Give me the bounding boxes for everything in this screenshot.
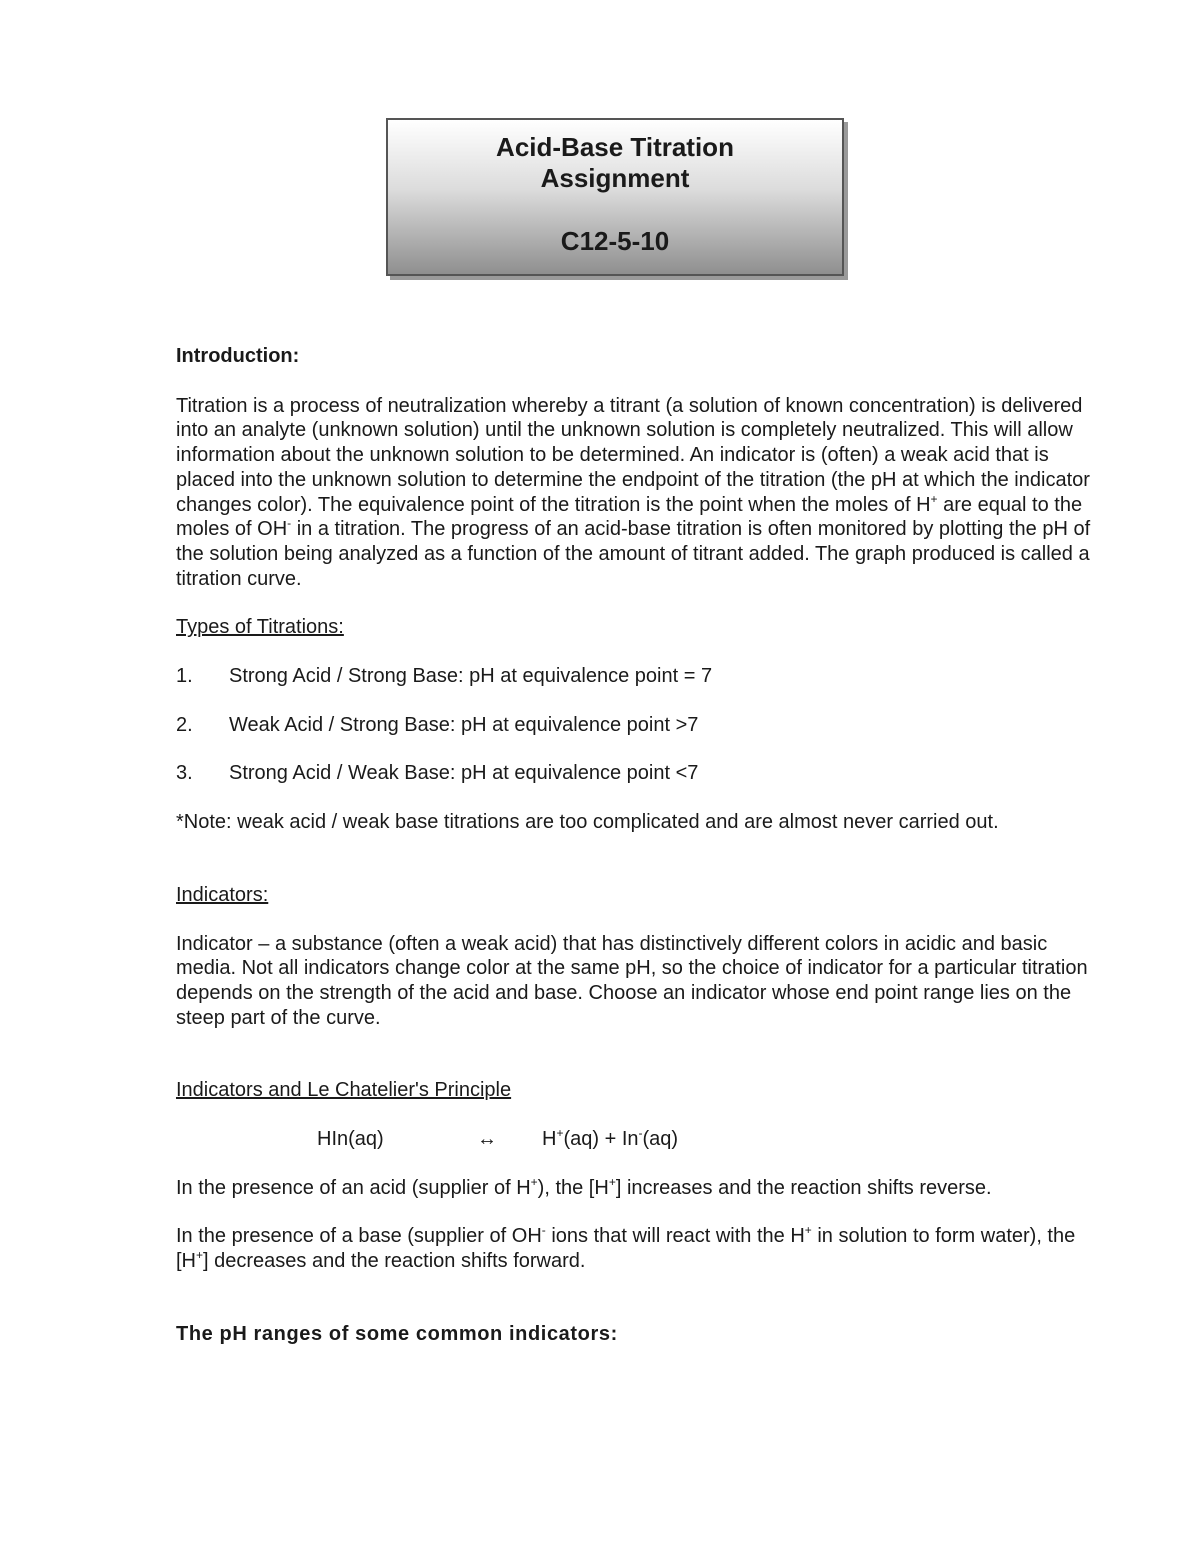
introduction-heading: Introduction:: [176, 345, 300, 367]
introduction-paragraph: Titration is a process of neutralization whereby a titrant (a solution of known concentration) is delivered into an analyte (unknown solution) until the unknown solution is completely neutralized. This will allow information about the unknown solution to be determined. An indicator is (often) a weak acid that is placed into the unknown solution to determine the endpoint of the titration (the pH at which the indicator changes color). The equivalence point of the titration is the point when the moles of H+ are equal to the moles of OH- in a titration. The progress of an acid-base titration is often monitored by plotting the pH of the solution being analyzed as a function of the amount of titrant added. The graph produced is called a titration curve.: [176, 394, 1091, 590]
ph-ranges-heading: The pH ranges of some common indicators:: [176, 1322, 618, 1345]
list-item: 2. Weak Acid / Strong Base: pH at equivalence point >7: [176, 713, 699, 736]
title-code: C12-5-10: [560, 226, 670, 256]
list-item: 1. Strong Acid / Strong Base: pH at equivalence point = 7: [176, 665, 713, 688]
title-line-2: Assignment: [540, 163, 690, 193]
types-heading: Types of Titrations:: [176, 616, 344, 639]
equilibrium-equation: HIn(aq) ↔ H+(aq) + In-(aq): [317, 1126, 679, 1151]
note: *Note: weak acid / weak base titrations are too complicated and are almost never carried out.: [176, 811, 999, 834]
acid-paragraph: In the presence of an acid (supplier of H+), the [H+] increases and the reaction shifts reverse.: [176, 1174, 992, 1199]
base-paragraph: In the presence of a base (supplier of OH- ions that will react with the H+ in solution to form water), the [H+] decreases and the reaction shifts forward.: [176, 1223, 1076, 1273]
le-chatelier-heading: Indicators and Le Chatelier's Principle: [176, 1079, 512, 1102]
list-item: 3. Strong Acid / Weak Base: pH at equivalence point <7: [176, 762, 699, 785]
title-box: [386, 118, 844, 276]
indicators-heading: Indicators:: [176, 883, 269, 906]
indicators-paragraph: Indicator – a substance (often a weak acid) that has distinctively different colors in acidic and basic media. Not all indicators change color at the same pH, so the choice of indicator for a particular titration depends on the strength of the acid and base. Choose an indicator whose end point range lies on the steep part of the curve.: [176, 932, 1088, 1029]
document-body: [176, 344, 1096, 1371]
title-line-1: Acid-Base Titration: [496, 132, 734, 162]
